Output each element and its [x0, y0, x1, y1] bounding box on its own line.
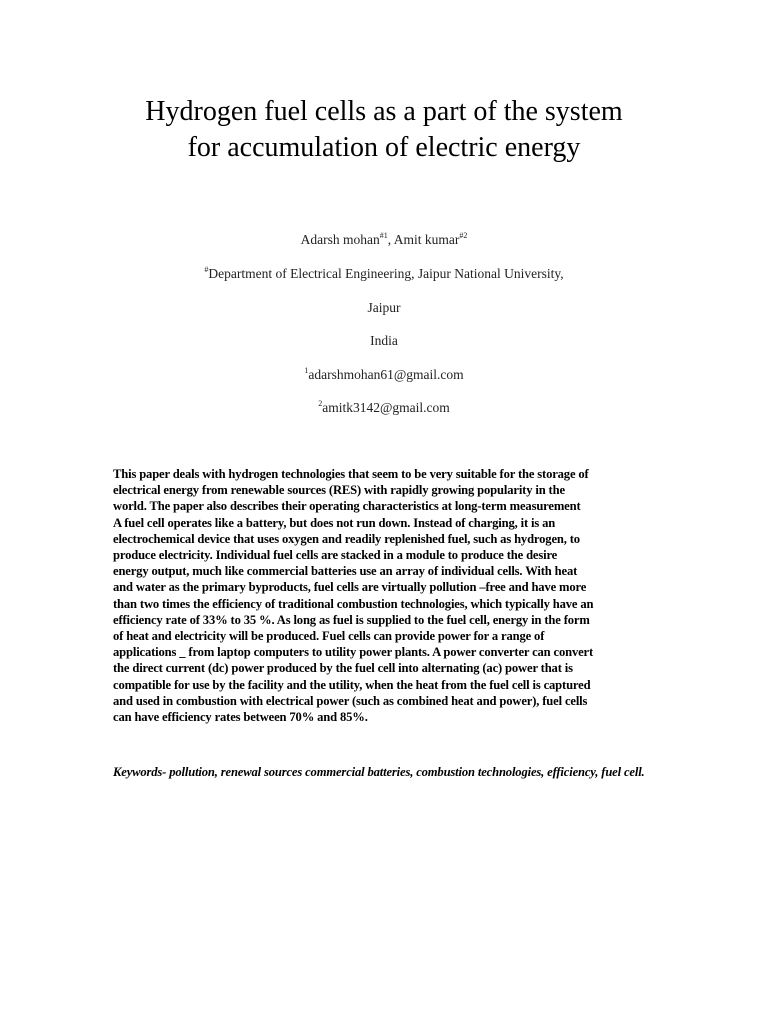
title-line-1: Hydrogen fuel cells as a part of the system — [145, 96, 623, 127]
author-1-affiliation-mark: #1 — [379, 231, 388, 240]
abstract-line: world. The paper also describes their operating characteristics at long-term measurement — [113, 499, 581, 514]
abstract-line: can have efficiency rates between 70% and 85%. — [113, 710, 368, 725]
author-2-name: Amit kumar — [393, 232, 460, 247]
abstract-line: and water as the primary byproducts, fuel cells are virtually pollution –free and have more — [113, 580, 587, 595]
email-2-address: amitk3142@gmail.com — [322, 400, 450, 415]
abstract-line: applications _ from laptop computers to utility power plants. A power converter can convert — [113, 645, 594, 660]
affiliation-mark: # — [204, 265, 209, 274]
affiliation-city: Jaipur — [367, 300, 401, 315]
abstract-line: the direct current (dc) power produced by the fuel cell into alternating (ac) power that is — [113, 661, 573, 676]
author-2-affiliation-mark: #2 — [459, 231, 468, 240]
abstract-line: A fuel cell operates like a battery, but does not run down. Instead of charging, it is an — [113, 515, 556, 530]
title-line-2: for accumulation of electric energy — [187, 132, 581, 163]
author-1-name: Adarsh mohan — [300, 232, 380, 247]
abstract-line: energy output, much like commercial batteries use an array of individual cells. With heat — [113, 564, 578, 579]
email-2-mark: 2 — [318, 399, 323, 408]
abstract-line: This paper deals with hydrogen technologies that seem to be very suitable for the storage of — [113, 467, 589, 481]
author-list — [0, 231, 768, 249]
paper-title — [60, 94, 708, 166]
affiliation-country: India — [370, 333, 398, 348]
abstract-line: electrical energy from renewable sources (RES) with rapidly growing popularity in the — [113, 483, 565, 498]
email-1-mark: 1 — [304, 366, 309, 375]
abstract-line: efficiency rate of 33% to 35 %. As long as fuel is supplied to the fuel cell, energy in the form — [113, 612, 590, 627]
abstract-line: and used in combustion with electrical power (such as combined heat and power), fuel cells — [113, 693, 588, 708]
department-text: Department of Electrical Engineering, Jaipur National University, — [208, 266, 564, 281]
abstract — [113, 466, 658, 725]
author-1-email — [0, 366, 768, 384]
author-2-email — [0, 399, 768, 417]
abstract-line: than two times the efficiency of traditional combustion technologies, which typically have an — [113, 596, 594, 611]
keywords: Keywords- pollution, renewal sources commercial batteries, combustion technologies, efficiency, fuel cell. — [113, 765, 645, 779]
abstract-line: produce electricity. Individual fuel cells are stacked in a module to produce the desire — [113, 548, 558, 563]
abstract-line: of heat and electricity will be produced. Fuel cells can provide power for a range of — [113, 629, 545, 644]
email-1-address: adarshmohan61@gmail.com — [308, 367, 464, 382]
abstract-line: electrochemical device that uses oxygen and readily replenished fuel, such as hydrogen, to — [113, 531, 580, 546]
affiliation-department — [0, 265, 768, 283]
author-separator: , — [387, 232, 394, 247]
abstract-line: compatible for use by the facility and the utility, when the heat from the fuel cell is captured — [113, 677, 591, 692]
